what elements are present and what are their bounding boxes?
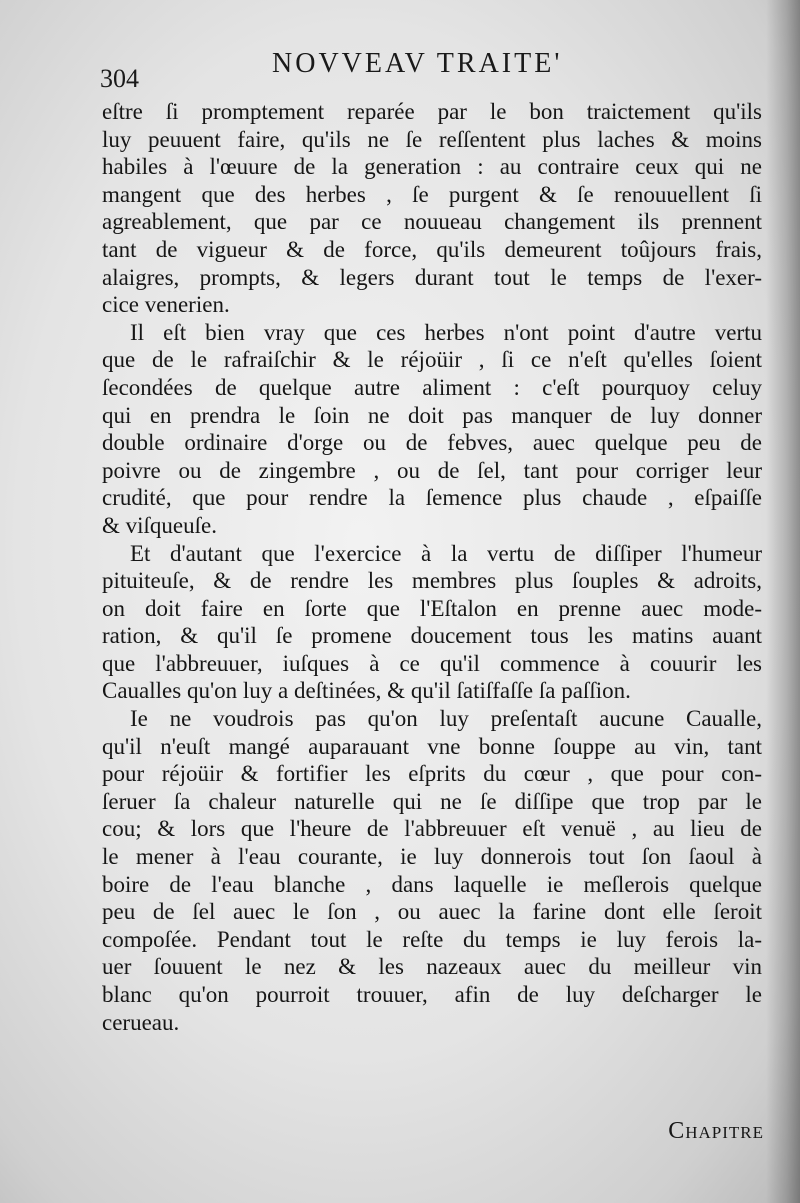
text-line: ſeruer ſa chaleur naturelle qui ne ſe diſſipe que trop par le bbox=[102, 788, 762, 814]
text-line: compoſée. Pendant tout le reſte du temps ie luy ferois la- bbox=[102, 926, 762, 952]
text-line: mangent que des herbes , ſe purgent & ſe renouuellent ſi bbox=[102, 181, 762, 207]
text-line: alaigres, prompts, & legers durant tout le temps de l'exer- bbox=[102, 264, 762, 290]
text-line: pituiteuſe, & de rendre les membres plus ſouples & adroits, bbox=[102, 568, 762, 594]
text-line: blanc qu'on pourroit trouuer, afin de luy deſcharger le bbox=[102, 982, 762, 1007]
text-line: luy peuuent faire, qu'ils ne ſe reſſentent plus laches & moins bbox=[102, 126, 762, 152]
text-line: que l'abbreuuer, iuſques à ce qu'il commence à couurir les bbox=[102, 650, 762, 676]
text-line: eſtre ſi promptement reparée par le bon traictement qu'ils bbox=[102, 99, 762, 124]
text-line: pour réjoüir & fortifier les eſprits du cœur , que pour con- bbox=[102, 761, 762, 787]
text-line: cice venerien. bbox=[102, 292, 230, 318]
page-header bbox=[100, 46, 780, 96]
text-line: crudité, que pour rendre la ſemence plus chaude , eſpaiſſe bbox=[102, 485, 762, 511]
text-line: que de le rafraiſchir & le réjoüir , ſi ce n'eſt qu'elles ſoient bbox=[102, 347, 762, 373]
catchword: Chapitre bbox=[668, 1118, 764, 1144]
running-title: NOVVEAV TRAITE' bbox=[272, 48, 563, 79]
text-line: tant de vigueur & de force, qu'ils demeurent toûjours frais, bbox=[102, 236, 762, 262]
text-line: qu'il n'euſt mangé auparauant vne bonne ſouppe au vin, tant bbox=[102, 733, 762, 759]
text-line: ration, & qu'il ſe promene doucement tous les matins auant bbox=[102, 623, 762, 649]
text-line: Il eſt bien vray que ces herbes n'ont point d'autre vertu bbox=[130, 319, 762, 345]
text-line: Caualles qu'on luy a deſtinées, & qu'il ſatiſfaſſe ſa paſſion. bbox=[102, 678, 631, 704]
body-text bbox=[102, 98, 762, 1036]
text-line: on doit faire en ſorte que l'Eſtalon en prenne auec mode- bbox=[102, 595, 762, 621]
text-line: & viſqueuſe. bbox=[102, 512, 217, 538]
text-line: cerueau. bbox=[102, 1009, 180, 1035]
text-line: qui en prendra le ſoin ne doit pas manquer de luy donner bbox=[102, 402, 762, 428]
text-line: habiles à l'œuure de la generation : au contraire ceux qui ne bbox=[102, 154, 762, 180]
text-line: peu de ſel auec le ſon , ou auec la farine dont elle ſeroit bbox=[102, 899, 762, 925]
text-line: Et d'autant que l'exercice à la vertu de diſſiper l'humeur bbox=[130, 540, 762, 566]
text-line: cou; & lors que l'heure de l'abbreuuer eſt venuë , au lieu de bbox=[102, 816, 762, 842]
text-line: ſecondées de quelque autre aliment : c'eſt pourquoy celuy bbox=[102, 374, 762, 400]
text-line: uer ſouuent le nez & les nazeaux auec du meilleur vin bbox=[102, 954, 762, 980]
text-line: agreablement, que par ce nouueau changement ils prennent bbox=[102, 209, 762, 235]
text-line: le mener à l'eau courante, ie luy donnerois tout ſon ſaoul à bbox=[102, 844, 762, 870]
page-gutter-shadow bbox=[766, 0, 800, 1203]
text-line: Ie ne voudrois pas qu'on luy preſentaſt aucune Caualle, bbox=[130, 706, 762, 732]
text-line: boire de l'eau blanche , dans laquelle ie meſlerois quelque bbox=[102, 871, 762, 897]
text-line: poivre ou de zingembre , ou de ſel, tant pour corriger leur bbox=[102, 457, 762, 483]
text-line: double ordinaire d'orge ou de febves, auec quelque peu de bbox=[102, 430, 762, 456]
page-number: 304 bbox=[100, 64, 139, 93]
